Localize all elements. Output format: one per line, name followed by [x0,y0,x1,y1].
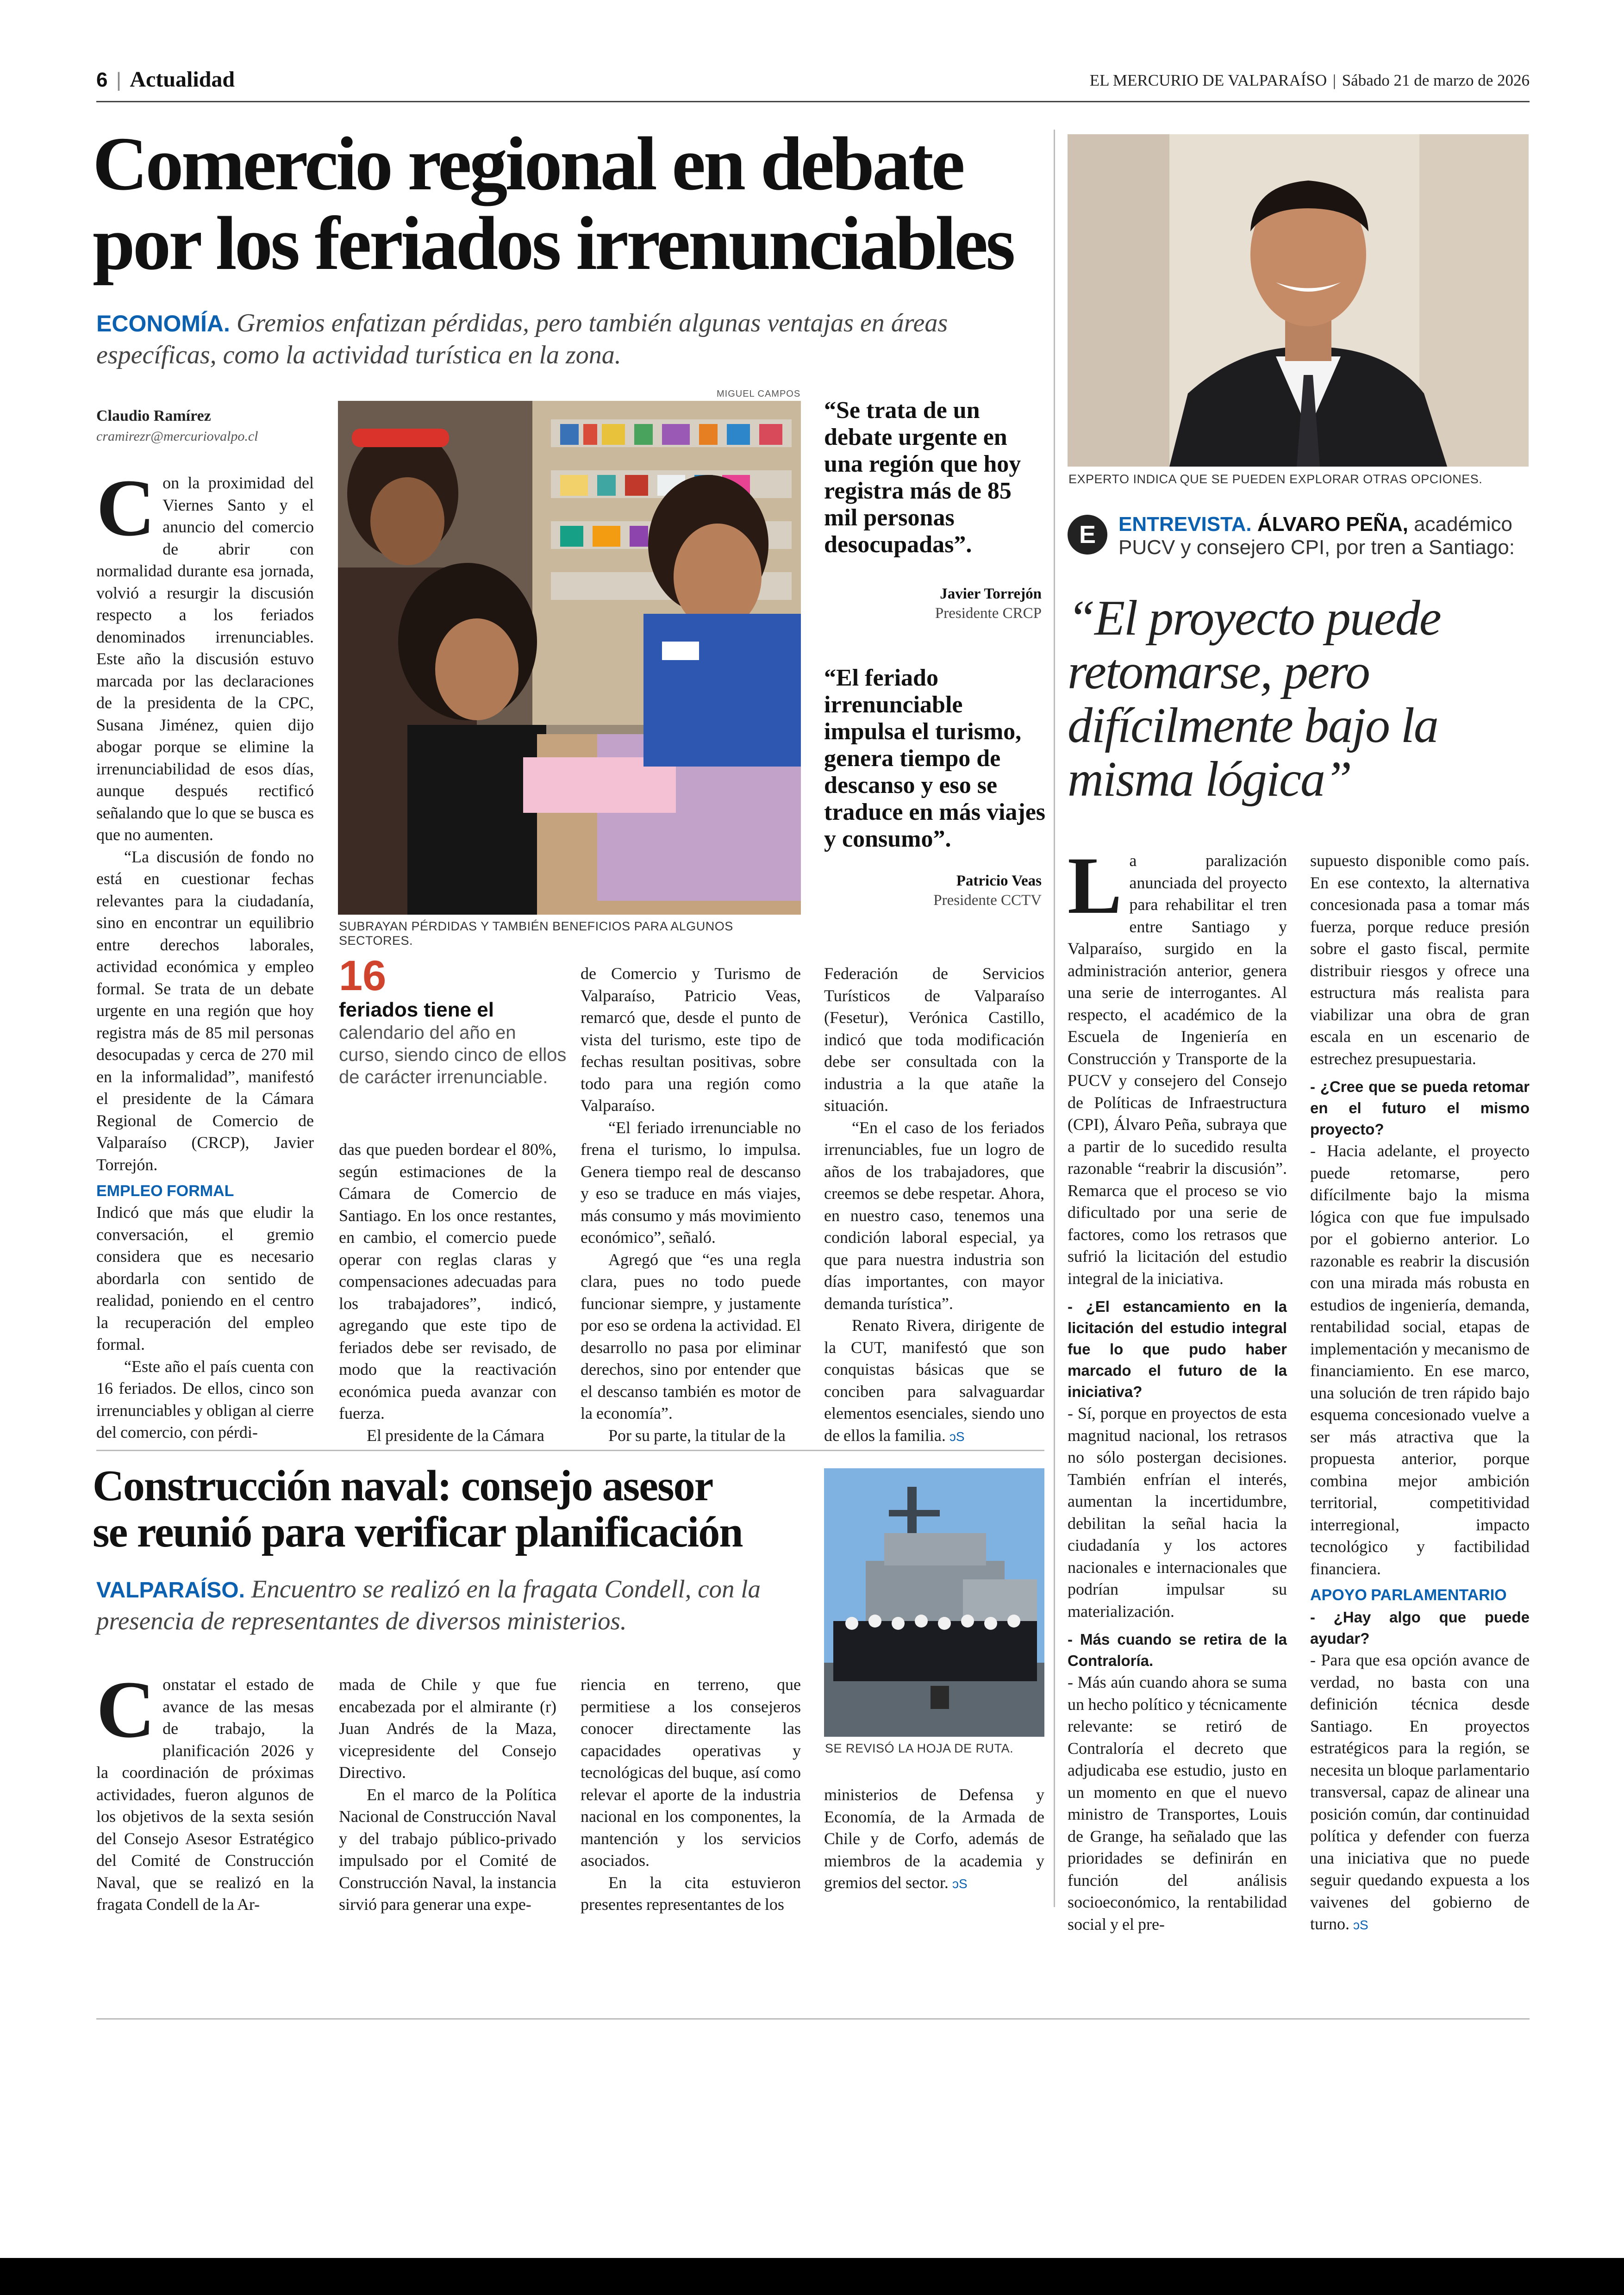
pull-quote-2: “El feriado irrenunciable impulsa el turismo, genera tiempo de descanso y eso se traduce en más viajes y consumo”. [824,665,1046,852]
header-rule [96,101,1530,102]
headline-line-2: se reunió para verificar planificación [93,1508,743,1556]
pull-quote-2-attribution [824,871,1042,910]
paragraph: “En el caso de los feriados irrenunciables, fue un logro de años de los trabajadores, que creemos se debe respetar. Ahora, en nuestro caso, tenemos una condición laboral especial, ya que para nuestra industria son días importantes, con mayor demanda turística”. [824,1118,1044,1313]
interview-answer: - Sí, porque en proyectos de esta magnitud nacional, los retrasos no sólo postergan decisiones. También enfrían el interés, aumentan la incertidumbre, debilitan la señal hacia la ciudadanía y los actores nacionales e internacionales que podrían impulsar su materialización. [1068,1404,1287,1621]
author-name: Claudio Ramírez [96,407,211,424]
paragraph: Renato Rivera, dirigente de la CUT, manifestó que son conquistas básicas que se conciben para salvaguardar elementos esenciales, siendo uno de ellos la familia. [824,1316,1044,1445]
portrait-image [1068,134,1529,467]
interview-answer [1310,1649,1530,1936]
interview-answer: - Hacia adelante, el proyecto puede retomarse, pero difícilmente bajo la misma lógica con que fue impulsado por el gobierno anterior. Lo razonable es reabrir la discusión con una mirada más robusta en estudios de ingeniería, demanda, rentabilidad social, etapas de implementación y mecanismo de financiamiento. En ese marco, una solución de tren rápido bajo esquema concesionado vuelve a ser más atractiva que la propuesta anterior, porque combina mejor ambición territorial, competitividad interregional, impacto tecnológico y factibilidad financiera. [1310,1141,1530,1578]
article1-column-3 [581,963,801,1445]
article2-headline [93,1463,815,1555]
page-number-section: 6 | Actualidad [96,67,235,92]
kicker: VALPARAÍSO. [96,1578,245,1603]
store-photo-caption: SUBRAYAN PÉRDIDAS Y TAMBIÉN BENEFICIOS PARA ALGUNOS SECTORES. [339,919,733,948]
ship-photo [824,1468,1044,1737]
quote-role: Presidente CRCP [935,605,1042,622]
fact-box [339,953,570,1088]
store-photo [338,401,801,915]
interview-badge: E [1068,515,1107,555]
drop-cap: C [96,463,156,553]
article1-column-2 [339,1139,556,1445]
paragraph: onstatar el estado de avance de las mesas de trabajo, la planificación 2026 y la coordinación de próximas actividades, fueron algunos de los objetivos de la sexta sesión del Consejo Asesor Estratégico del Comité de Construcción Naval, que se realizó en la fragata Condell de la Ar- [96,1675,314,1914]
answer-text: - Para que esa opción avance de verdad, no basta con una definición técnica desde Santiago. En proyectos estratégicos para la región, se necesita un bloque parlamentario transversal, capaz de alinear una posición común, dar continuidad política y defender con fuerza una iniciativa que no puede seguir quedando expuesta a los vaivenes del gobierno de turno. [1310,1651,1530,1933]
fact-text [339,999,570,1088]
article-separator [96,1450,1044,1451]
article1-column-1 [96,463,314,1441]
fact-bold: feriados tiene el [339,998,494,1021]
interviewee-name: ÁLVARO PEÑA, [1257,513,1408,536]
store-photo-image [338,401,801,915]
footer-rule [96,2018,1530,2020]
interview-question: - Más cuando se retira de la Contraloría. [1068,1631,1287,1669]
paragraph: supuesto disponible como país. En ese contexto, la alternativa concesionada pasa a tomar más fuerza, porque reduce presión sobre el gasto fiscal, permite distribuir riesgos y ofrece una estructura más realista para viabilizar una obra de gran escala en un escenario de estrechez presupuestaria. [1310,851,1530,1068]
masthead: EL MERCURIO DE VALPARAÍSO [1089,71,1327,89]
paragraph: das que pueden bordear el 80%, según estimaciones de la Cámara de Comercio de Santiago. En los once restantes, en cambio, el comercio puede operar con reglas claras y compensaciones adecuadas para los trabajadores”, indicó, agregando que este tipo de feriados debe ser revisado, de modo que la reactivación económica pueda avanzar con fuerza. [339,1140,556,1422]
article2-deck [96,1574,809,1636]
deck-text: Encuentro se realizó en la fragata Condell, con la presencia de representantes de diversos ministerios. [96,1575,761,1635]
end-mark-icon: ↄS [952,1877,968,1891]
masthead-date: EL MERCURIO DE VALPARAÍSO | Sábado 21 de marzo de 2026 [1089,71,1530,89]
paragraph: En el marco de la Política Nacional de Construcción Naval y del trabajo público-privado impulsado por el Comité de Construcción Naval, la instancia sirvió para generar una expe- [339,1785,556,1914]
issue-date: Sábado 21 de marzo de 2026 [1342,71,1530,89]
article2-column-2 [339,1674,556,1914]
paragraph: a paralización anunciada del proyecto para rehabilitar el tren entre Santiago y Valparaíso, surgido en la administración anterior, genera una serie de interrogantes. Al respecto, el académico de la Escuela de Ingeniería en Construcción y Transporte de la PUCV y consejero del Consejo de Políticas de Infraestructura (CPI), Álvaro Peña, subraya que a partir de lo sucedido resulta razonable “reabrir la discusión”. Remarca que el proceso se vio dificultado por una serie de factores, como los retrasos que sufrió la licitación del estudio integral de la iniciativa. [1068,851,1287,1288]
kicker: ECONOMÍA. [96,311,230,337]
interview-question: - ¿Hay algo que puede ayudar? [1310,1609,1530,1647]
bottom-bar [0,2258,1624,2295]
interview-column-2 [1310,850,1530,1933]
paragraph: El presidente de la Cámara [367,1426,544,1445]
paragraph: “El feriado irrenunciable no frena el turismo, lo impulsa. Genera tiempo real de descanso y eso se traduce en más viajes, más consumo y más movimiento económico”, señaló. [581,1118,801,1247]
fact-description: calendario del año en curso, siendo cinco de ellos de carácter irrenunciable. [339,1023,567,1087]
pull-quote-1-attribution [824,584,1042,623]
ship-photo-image [824,1468,1044,1737]
drop-cap: L [1068,841,1122,931]
interview-answer: - Más aún cuando ahora se suma un hecho político y técnicamente relevante: se retiró de Contraloría el decreto que adjudicaba ese estudio, justo en un momento en que el nuevo ministro de Transportes, Louis de Grange, ha señalado que las prioridades se definirán en función del análisis socioeconómico, la rentabilidad social y el pre- [1068,1673,1287,1933]
drop-cap: C [96,1665,156,1755]
photo-credit: MIGUEL CAMPOS [717,389,801,399]
page-header [96,65,1530,102]
paragraph: Federación de Servicios Turísticos de Valparaíso (Fesetur), Verónica Castillo, indicó que toda modificación debe ser consultada con la industria a la que atañe la situación. [824,964,1044,1115]
quote-name: Patricio Veas [956,873,1042,889]
paragraph: En la cita estuvieron presentes representantes de los [581,1873,801,1914]
interview-question: - ¿El estancamiento en la licitación del estudio integral fue lo que pudo haber marcado el futuro de la iniciativa? [1068,1298,1287,1400]
subhead: EMPLEO FORMAL [96,1182,234,1200]
page-number: 6 [96,69,108,91]
interviewee-role: académico PUCV y consejero CPI, por tren a Santiago: [1118,513,1515,559]
quote-role: Presidente CCTV [933,892,1042,909]
article1-column-4 [824,963,1044,1445]
paragraph: Agregó que “es una regla clara, pues no todo puede funcionar siempre, y justamente por eso se ordena la actividad. El desarrollo no pasa por eliminar derechos, sino por entender que el descanso también es motor de la economía”. [581,1250,801,1422]
interview-portrait [1068,134,1529,467]
portrait-caption: EXPERTO INDICA QUE SE PUEDEN EXPLORAR OTRAS OPCIONES. [1068,472,1483,486]
subhead: APOYO PARLAMENTARIO [1310,1586,1507,1604]
kicker: ENTREVISTA. [1118,513,1252,536]
quote-name: Javier Torrejón [940,586,1042,602]
interview-column-1 [1068,841,1287,1933]
paragraph: Indicó que más que eludir la conversación, el gremio considera que es necesario abordarla con sentido de realidad, poniendo en el centro la recuperación del empleo formal. [96,1203,314,1353]
paragraph: on la proximidad del Viernes Santo y el anuncio del comercio de abrir con normalidad durante esa jornada, volvió a resurgir la discusión respecto a los feriados denominados irrenunciables. Este año la discusión estuvo marcada por las declaraciones de la presidenta de la CPC, Susana Jiménez, quien dijo abogar porque se elimine la irrenunciabilidad de esos días, aunque después rectificó señalando que lo que se busca es que no aumenten. [96,474,314,844]
byline [96,407,319,444]
ship-photo-caption: SE REVISÓ LA HOJA DE RUTA. [825,1741,1014,1755]
column-divider [1054,130,1055,1907]
headline-line-2: por los feriados irrenunciables [93,201,1013,286]
article1-deck [96,307,1050,371]
headline-line-1: Construcción naval: consejo asesor [93,1462,713,1510]
paragraph: mada de Chile y que fue encabezada por el almirante (r) Juan Andrés de la Maza, vicepresidente del Consejo Directivo. [339,1675,556,1782]
interview-question: - ¿Cree que se pueda retomar en el futuro el mismo proyecto? [1310,1078,1530,1138]
paragraph: “La discusión de fondo no está en cuestionar fechas relevantes para la ciudadanía, sino en encontrar un equilibrio entre derechos laborales, actividad económica y empleo formal. Se trata de un debate urgente en una región que hoy registra más de 85 mil personas desocupadas y cerca de 270 mil en la informalidad”, manifestó el presidente de la Cámara Regional de Comercio de Valparaíso (CRCP), Javier Torrejón. [96,847,314,1174]
paragraph: “Este año el país cuenta con 16 feriados. De ellos, cinco son irrenunciables y obligan al cierre del comercio, con pérdi- [96,1357,314,1441]
pull-quote-1: “Se trata de un debate urgente en una región que hoy registra más de 85 mil personas desocupadas”. [824,397,1021,558]
headline-line-1: Comercio regional en debate [93,121,963,206]
article2-column-3 [581,1674,801,1914]
paragraph: riencia en terreno, que permitiese a los consejeros conocer directamente las capacidades operativas y tecnológicas del buque, así como relevar el aporte de la industria nacional en los componentes, la mantención y los servicios asociados. [581,1675,801,1870]
article2-column-1 [96,1665,314,1914]
interview-headline: “El proyecto puede retomarse, pero difícilmente bajo la misma lógica” [1068,591,1441,807]
end-mark-icon: ↄS [1353,1918,1368,1932]
article2-column-4 [824,1784,1044,1914]
paragraph: Por su parte, la titular de la [608,1426,786,1445]
interview-intro-text [1118,513,1535,559]
paragraph: de Comercio y Turismo de Valparaíso, Patricio Veas, remarcó que, desde el punto de vista del turismo, este tipo de fechas resultan positivas, sobre todo para una región como Valparaíso. [581,964,801,1115]
author-email[interactable]: cramirezr@mercuriovalpo.cl [96,429,258,444]
fact-number: 16 [339,952,387,999]
deck-text: Gremios enfatizan pérdidas, pero también algunas ventajas en áreas específicas, como la actividad turística en la zona. [96,309,948,369]
section-label: Actualidad [130,67,235,92]
paragraph: ministerios de Defensa y Economía, de la Armada de Chile y de Corfo, además de miembros de la academia y gremios del sector. [824,1785,1044,1892]
end-mark-icon: ↄS [949,1429,965,1444]
article1-headline [93,121,1046,286]
